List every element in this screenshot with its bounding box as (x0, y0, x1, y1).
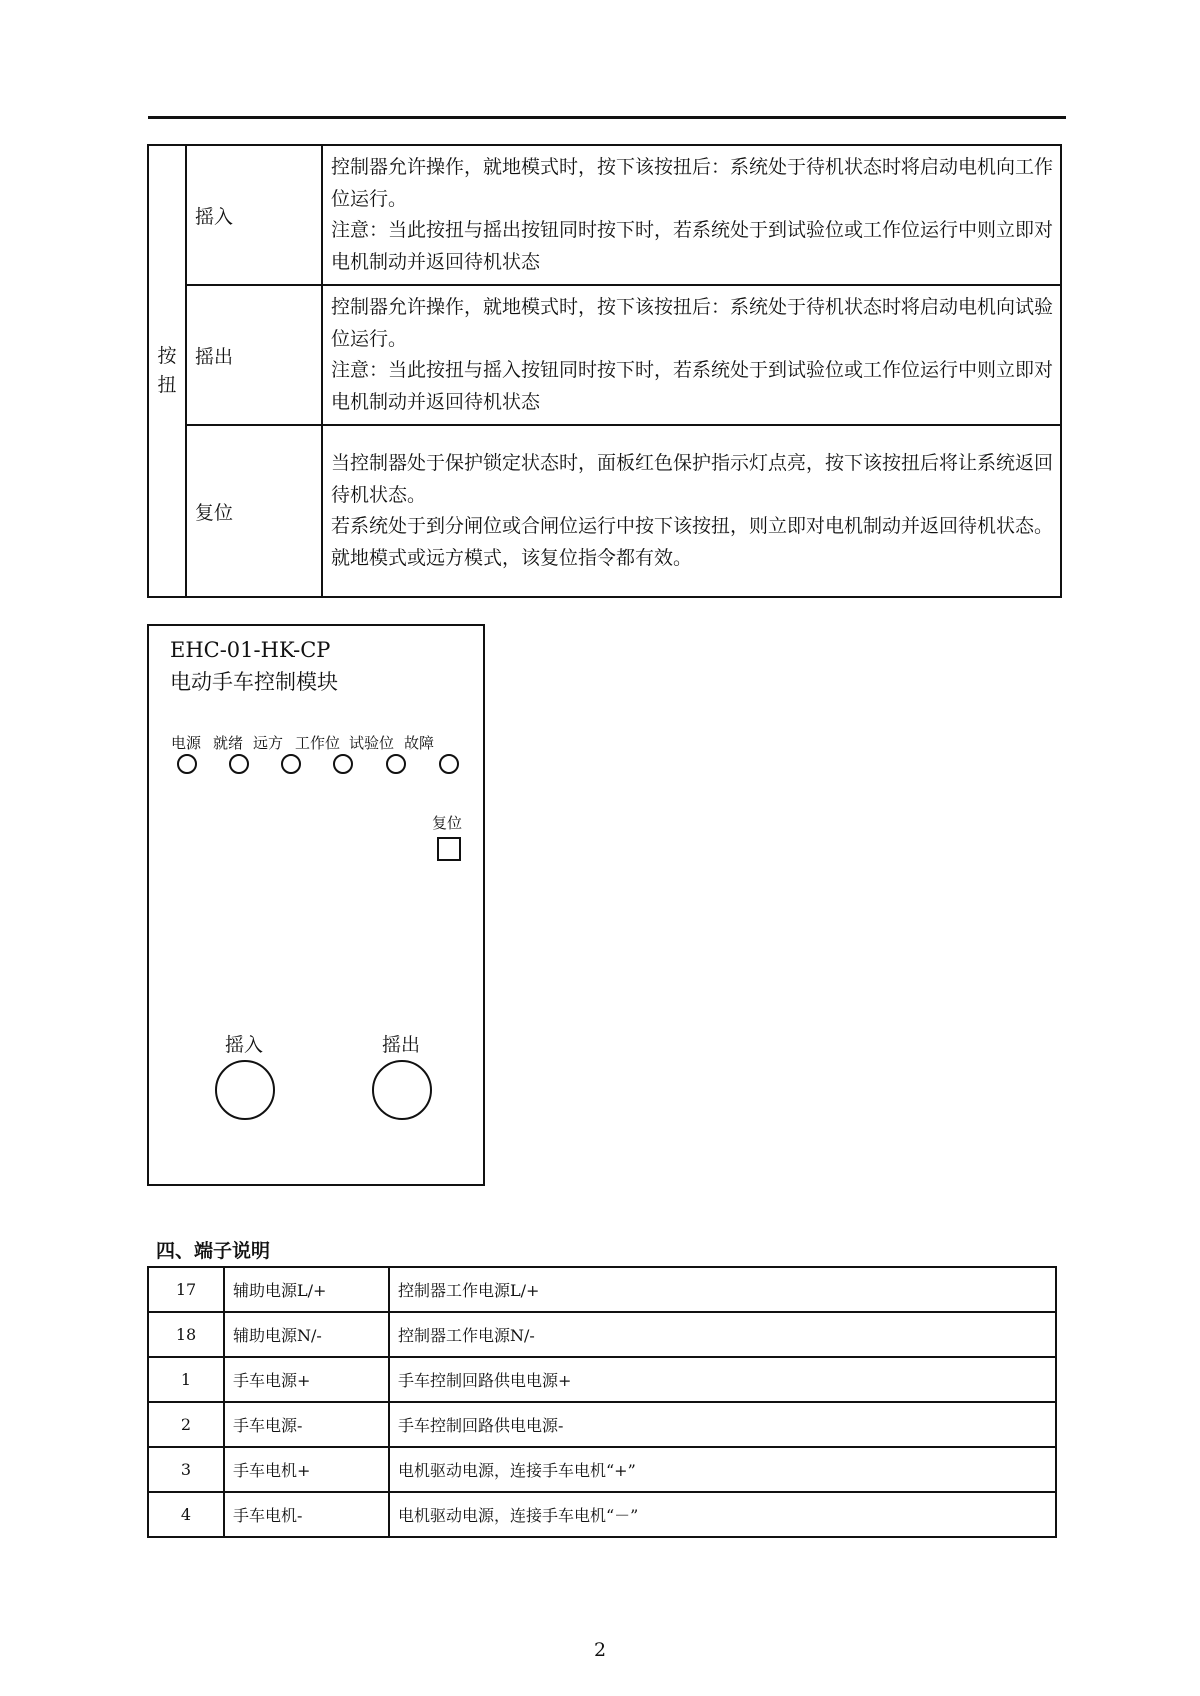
terminal-number: 18 (148, 1312, 224, 1357)
terminal-number: 1 (148, 1357, 224, 1402)
table-row (148, 1447, 1056, 1492)
table-row (148, 1267, 1056, 1312)
table-row (148, 1492, 1056, 1537)
desc-line: 控制器允许操作，就地模式时，按下该按扭后：系统处于待机状态时将启动电机向试验位运行。 (331, 296, 1054, 350)
indicator-label-power: 电源 (171, 734, 202, 752)
terminal-description: 电机驱动电源，连接手车电机“+” (389, 1447, 1056, 1492)
desc-line: 注意：当此按扭与摇出按钮同时按下时，若系统处于到试验位或工作位运行中则立即对电机制动并返回待机状态 (331, 219, 1054, 273)
button-desc-rack-out (322, 285, 1061, 425)
panel-name: 电动手车控制模块 (170, 670, 338, 694)
indicator-led-fault (439, 754, 459, 774)
desc-line: 注意：当此按扭与摇入按钮同时按下时，若系统处于到试验位或工作位运行中则立即对电机制动并返回待机状态 (331, 359, 1054, 413)
terminal-name: 手车电机+ (224, 1447, 389, 1492)
indicator-led-remote (281, 754, 301, 774)
control-panel-diagram (147, 624, 485, 1186)
indicator-led-work-position (333, 754, 353, 774)
indicator-label-work-position: 工作位 (295, 734, 341, 752)
reset-button (437, 837, 461, 861)
table-row (148, 1357, 1056, 1402)
panel-model: EHC-01-HK-CP (170, 638, 331, 662)
indicator-label-ready: 就绪 (213, 734, 244, 752)
terminal-description: 控制器工作电源L/+ (389, 1267, 1056, 1312)
button-desc-reset (322, 425, 1061, 597)
terminal-number: 3 (148, 1447, 224, 1492)
terminals-table (147, 1266, 1057, 1538)
button-description-table (147, 144, 1062, 598)
terminal-number: 4 (148, 1492, 224, 1537)
terminal-name: 手车电源- (224, 1402, 389, 1447)
desc-line: 若系统处于到分闸位或合闸位运行中按下该按扭，则立即对电机制动并返回待机状态。 (331, 515, 1054, 537)
button-name-reset: 复位 (186, 425, 322, 597)
terminal-description: 手车控制回路供电电源+ (389, 1357, 1056, 1402)
terminal-number: 17 (148, 1267, 224, 1312)
rack-in-button (215, 1060, 275, 1120)
rack-in-label: 摇入 (225, 1034, 264, 1056)
button-name-rack-out: 摇出 (186, 285, 322, 425)
header-rule (148, 116, 1066, 119)
terminal-name: 辅助电源L/+ (224, 1267, 389, 1312)
button-group-text: 按扭 (157, 345, 177, 396)
rack-out-button (372, 1060, 432, 1120)
button-group-label (148, 145, 186, 597)
terminal-number: 2 (148, 1402, 224, 1447)
indicator-label-fault: 故障 (404, 734, 435, 752)
table-row (148, 1402, 1056, 1447)
desc-line: 控制器允许操作，就地模式时，按下该按扭后：系统处于待机状态时将启动电机向工作位运行。 (331, 156, 1054, 210)
terminals-section-title: 四、端子说明 (156, 1240, 271, 1262)
terminal-name: 手车电源+ (224, 1357, 389, 1402)
terminal-name: 手车电机- (224, 1492, 389, 1537)
terminal-description: 控制器工作电源N/- (389, 1312, 1056, 1357)
desc-line: 就地模式或远方模式，该复位指令都有效。 (331, 546, 693, 569)
table-row (148, 1312, 1056, 1357)
desc-line: 当控制器处于保护锁定状态时，面板红色保护指示灯点亮，按下该按扭后将让系统返回待机状态。 (331, 452, 1054, 506)
terminal-name: 辅助电源N/- (224, 1312, 389, 1357)
button-name-rack-in: 摇入 (186, 145, 322, 285)
terminal-description: 手车控制回路供电电源- (389, 1402, 1056, 1447)
indicator-led-ready (229, 754, 249, 774)
page-number: 2 (593, 1639, 607, 1661)
reset-label: 复位 (432, 814, 463, 832)
indicator-label-remote: 远方 (253, 734, 284, 752)
indicator-led-test-position (386, 754, 406, 774)
button-desc-rack-in (322, 145, 1061, 285)
indicator-led-power (177, 754, 197, 774)
indicator-label-test-position: 试验位 (349, 734, 395, 752)
rack-out-label: 摇出 (382, 1034, 421, 1056)
terminal-description: 电机驱动电源，连接手车电机“－” (389, 1492, 1056, 1537)
